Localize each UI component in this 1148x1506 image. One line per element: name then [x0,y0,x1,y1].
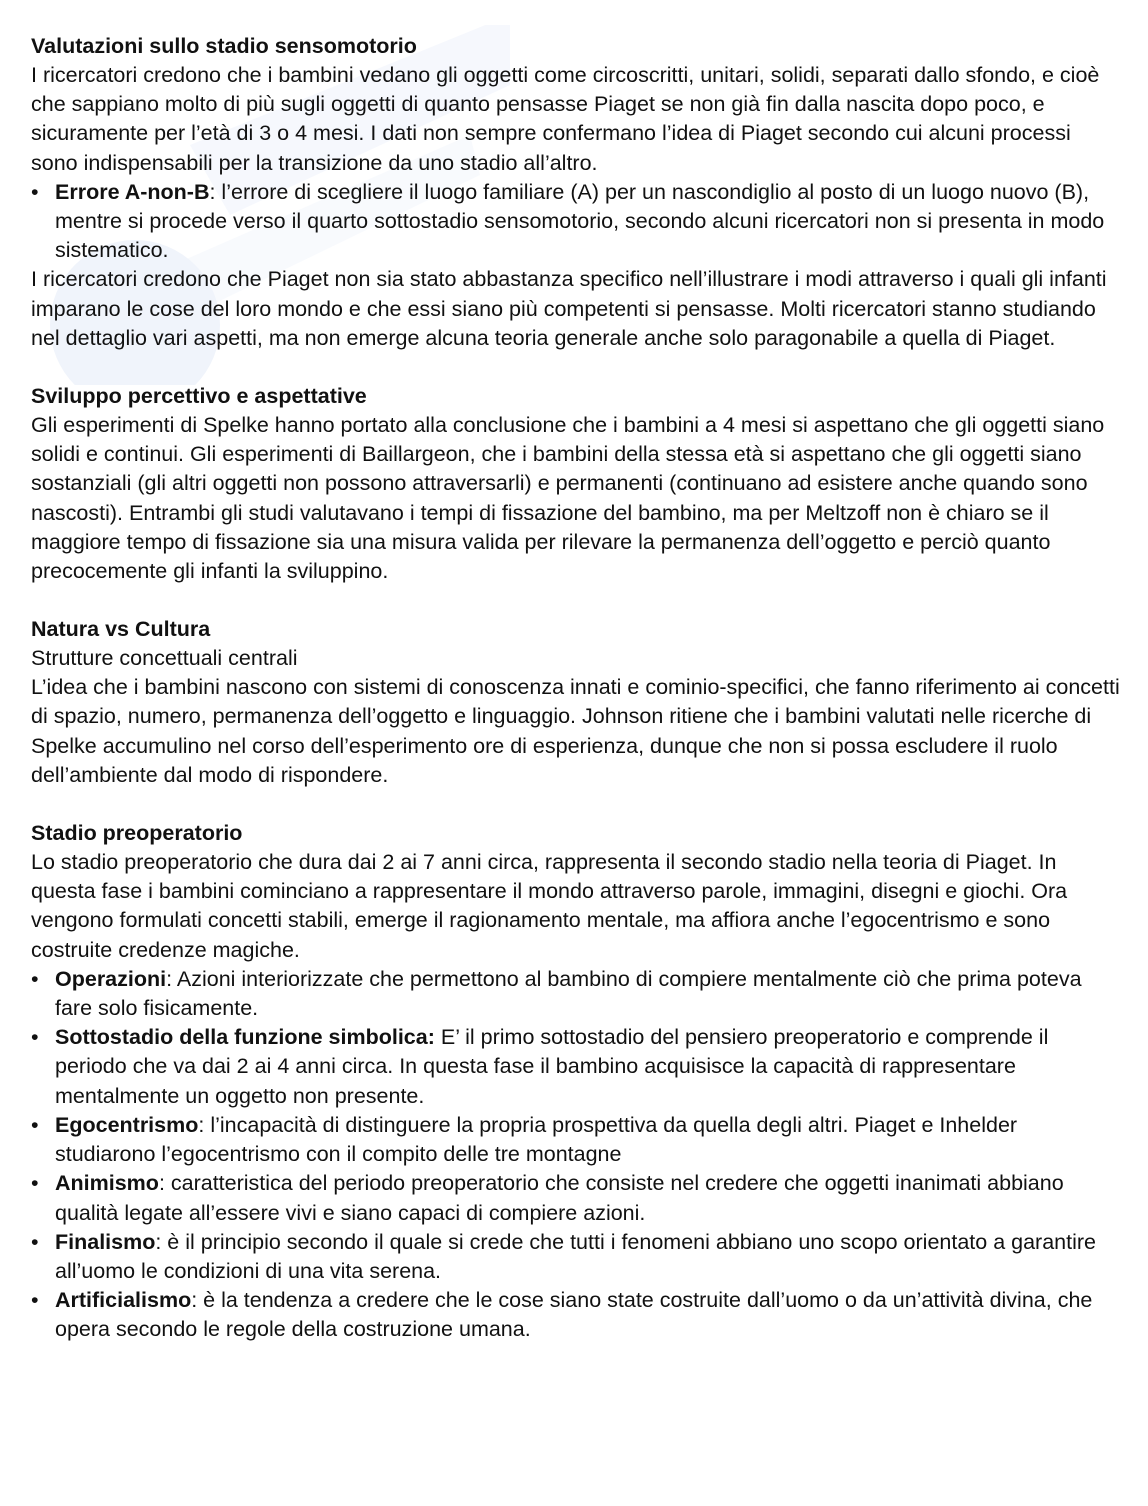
section-paragraph: Gli esperimenti di Spelke hanno portato alla conclusione che i bambini a 4 mesi si aspettano che gli oggetti siano solidi e continui. Gli esperimenti di Baillargeon, che i bambini della stessa età si aspettano che gli oggetti siano sostanziali (gli altri oggetti non possono attraversarli) e permanenti (continuano ad esistere anche quando sono nascosti). Entrambi gli studi valutavano i tempi di fissazione del bambino, ma per Meltzoff non è chiaro se il maggiore tempo di fissazione sia una misura valida per rilevare la permanenza dell’oggetto e perciò quanto precocemente gli infanti la sviluppino. [31,413,1105,584]
bullet-list [31,178,1121,266]
section-heading: Valutazioni sullo stadio sensomotorio [31,34,417,58]
bullet-term: Operazioni [55,966,167,991]
section-stadio-preoperatorio [31,819,1121,1344]
section-paragraph: Lo stadio preoperatorio che dura dai 2 ai 7 anni circa, rappresenta il secondo stadio nella teoria di Piaget. In questa fase i bambini cominciano a rappresentare il mondo attraverso parole, immagini, disegni e giochi. Ora vengono formulati concetti stabili, emerge il ragionamento mentale, ma affiora anche l’egocentrismo e sono costruite credenze magiche. [31,850,1068,962]
section-natura-vs-cultura [31,615,1121,790]
section-paragraph: I ricercatori credono che i bambini vedano gli oggetti come circoscritti, unitari, solidi, separati dallo sfondo, e cioè che sappiano molto di più sugli oggetti di quanto pensasse Piaget se non già fin dalla nascita dopo poco, e sicuramente per l’età di 3 o 4 mesi. I dati non sempre confermano l’idea di Piaget secondo cui alcuni processi sono indispensabili per la transizione da uno stadio all’altro. [31,63,1100,175]
bullet-list [31,965,1121,1345]
section-heading: Natura vs Cultura [31,617,211,642]
section-paragraph: L’idea che i bambini nascono con sistemi di conoscenza innati e cominio-specifici, che fanno riferimento ai concetti di spazio, numero, permanenza dell’oggetto e linguaggio. Johnson ritiene che i bambini valutati nelle ricerche di Spelke accumulino nel corso dell’esperimento ore di esperienza, dunque che non si possa escludere il ruolo dell’ambiente dal modo di rispondere. [31,675,1120,787]
bullet-term: Errore A-non-B [55,179,210,204]
bullet-item [31,1169,1121,1227]
section-heading: Sviluppo percettivo e aspettative [31,384,367,409]
bullet-term: Sottostadio della funzione simbolica: [55,1025,435,1050]
bullet-text: : l’incapacità di distinguere la propria prospettiva da quella degli altri. Piaget e Inhelder studiarono l’egocentrismo con il compito delle tre montagne [55,1112,1018,1167]
bullet-item [31,1023,1121,1111]
bullet-text: E’ il primo sottostadio del pensiero preoperatorio e comprende il periodo che va dai 2 ai 4 anni circa. In questa fase il bambino acquisisce la capacità di rappresentare mentalmente un oggetto non presente. [55,1025,1049,1108]
section-sviluppo-percettivo [31,382,1121,586]
section-stadio-sensomotorio [31,32,1121,353]
section-paragraph: I ricercatori credono che Piaget non sia stato abbastanza specifico nell’illustrare i modi attraverso i quali gli infanti imparano le cose del loro mondo e che essi siano più competenti si pensasse. Molti ricercatori stanno studiando nel dettaglio vari aspetti, ma non emerge alcuna teoria generale anche solo paragonabile a quella di Piaget. [31,267,1107,350]
bullet-item [31,1111,1121,1169]
section-heading: Stadio preoperatorio [31,821,243,846]
bullet-text: : è la tendenza a credere che le cose siano state costruite dall’uomo o da un’attività divina, che opera secondo le regole della costruzione umana. [55,1288,1093,1342]
bullet-item [31,965,1121,1023]
bullet-text: : caratteristica del periodo preoperatorio che consiste nel credere che oggetti inanimati abbiano qualità legate all’essere vivi e siano capaci di compiere azioni. [55,1171,1064,1225]
bullet-term: Egocentrismo [55,1112,199,1137]
bullet-item [31,1228,1121,1286]
section-subheading: Strutture concettuali centrali [31,646,298,671]
bullet-text: : è il principio secondo il quale si crede che tutti i fenomeni abbiano uno scopo orientato a garantire all’uomo le condizioni di una vita serena. [55,1229,1096,1283]
bullet-text: : l’errore di scegliere il luogo familiare (A) per un nascondiglio al posto di un luogo nuovo (B), mentre si procede verso il quarto sottostadio sensomotorio, secondo alcuni ricercatori non si presenta in modo sistematico. [55,179,1105,263]
document-page [31,32,1121,1374]
bullet-term: Animismo [55,1171,159,1196]
bullet-item [31,178,1121,266]
bullet-term: Artificialismo [55,1288,192,1313]
bullet-item [31,1286,1121,1344]
bullet-text: : Azioni interiorizzate che permettono al bambino di compiere mentalmente ciò che prima poteva fare solo fisicamente. [55,966,1082,1021]
bullet-term: Finalismo [55,1229,156,1254]
